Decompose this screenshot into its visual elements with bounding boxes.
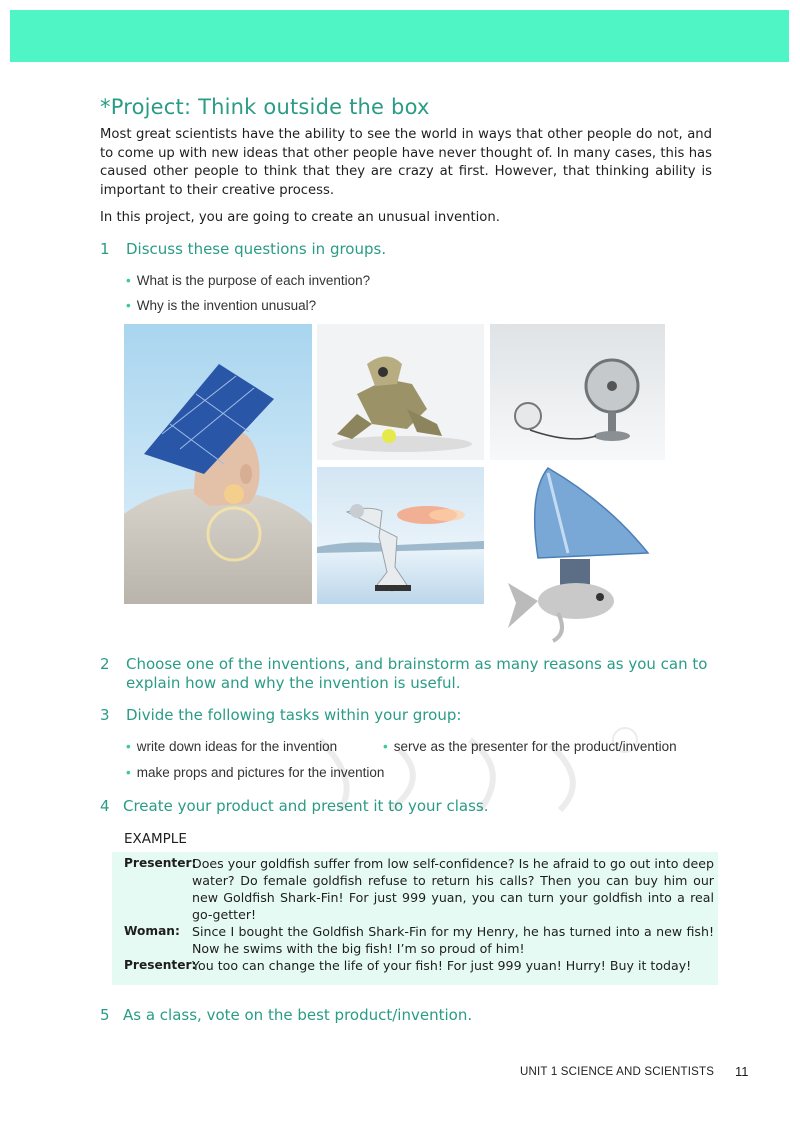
task-number-4: 4 [100,797,110,815]
speech-text: Does your goldfish suffer from low self-confidence? Is he afraid to go out into deep water? Do female goldfish refuse to return his calls? Then you can buy him our new Goldfish Shark-Fin! For just 999 yuan, you can turn your goldfish into a real go-getter! [192,856,714,922]
question-text: Why is the invention unusual? [136,298,317,313]
intro-paragraph: Most great scientists have the ability to see the world in ways that other people do not, and to come up with new ideas that other people have never thought of. In many cases, this has caused other people to think that they are crazy at first. However, that thinking ability is important to their creative process. [100,127,712,198]
robot-dog-photo [317,324,484,460]
role-text: make props and pictures for the invention [136,765,385,780]
speaker-label: Woman: [124,924,180,938]
task-text-3: Divide the following tasks within your group: [126,706,462,724]
solar-panel-hat-photo [124,324,312,604]
publisher-watermark-logo [280,720,660,820]
speech-text: Since I bought the Goldfish Shark-Fin for my Henry, he has turned into a new fish! Now he swims with the big fish! I’m so proud of him! [192,924,714,956]
bullet-dot-icon: • [126,765,131,780]
task-number-1: 1 [100,240,110,258]
footer-unit-label: UNIT 1 SCIENCE AND SCIENTISTS [520,1066,715,1078]
dialog-line [124,923,714,957]
page-title: *Project: Think outside the box [100,95,430,119]
task-number-5: 5 [100,1006,110,1024]
bullet-dot-icon: • [126,273,131,288]
task-text-4: Create your product and present it to your class. [123,797,489,815]
role-text: write down ideas for the invention [136,739,338,754]
speaker-label: Presenter: [124,958,197,972]
page-number: 11 [735,1064,749,1079]
question-bullet [126,273,370,288]
example-label: EXAMPLE [124,831,187,847]
question-text: What is the purpose of each invention? [136,273,371,288]
speaker-label: Presenter: [124,856,197,870]
bullet-dot-icon: • [383,739,388,754]
task-number-2: 2 [100,655,110,673]
task-text-1: Discuss these questions in groups. [126,240,387,258]
task-text-2: Choose one of the inventions, and brainstorm as many reasons as you can to explain how and why the invention is useful. [126,655,708,692]
question-bullet [126,298,316,313]
goldfish-shark-fin-photo [498,463,666,643]
jet-skater-photo [317,467,484,604]
fans-photo [490,324,665,460]
intro-task-sentence: In this project, you are going to create an unusual invention. [100,210,500,225]
bullet-dot-icon: • [126,739,131,754]
example-dialog [124,855,714,974]
header-band [10,10,789,62]
task-number-3: 3 [100,706,110,724]
role-text: serve as the presenter for the product/invention [393,739,677,754]
task-text-5: As a class, vote on the best product/invention. [123,1006,473,1024]
bullet-dot-icon: • [126,298,131,313]
dialog-line [124,855,714,923]
speech-text: You too can change the life of your fish! For just 999 yuan! Hurry! Buy it today! [192,958,692,973]
dialog-line [124,957,714,974]
